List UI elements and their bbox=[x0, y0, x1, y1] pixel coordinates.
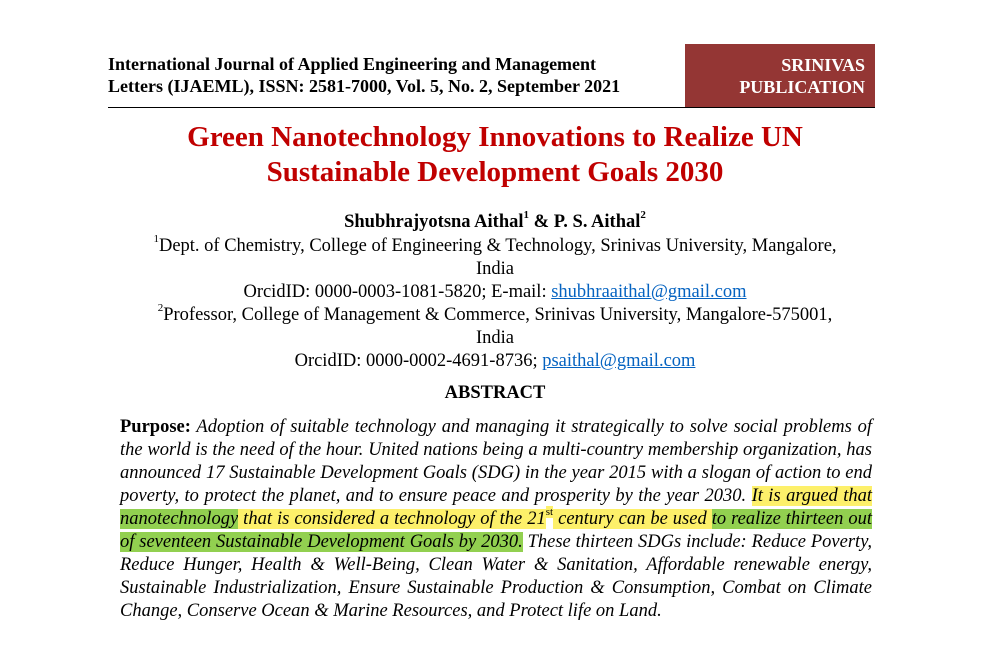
affiliation-1-line-1 bbox=[0, 232, 990, 258]
highlight-yellow-2: that is considered a technology of the 21 bbox=[238, 509, 546, 529]
purpose-label: Purpose: bbox=[120, 417, 191, 437]
affiliation-2-line-2: India bbox=[475, 328, 514, 348]
affiliation-1-line-2: India bbox=[475, 259, 514, 279]
title-line-1: Green Nanotechnology Innovations to Realize UN bbox=[187, 121, 803, 153]
affiliation-2-orcid bbox=[0, 350, 990, 373]
author-1-sup: 1 bbox=[523, 208, 530, 221]
abstract-text-b: These thirteen SDGs include: Reduce Poverty, Reduce Hunger, Health & Well-Being, Clean Water & Sanitation, Affordable renewable energy, Sustainable Industrialization, Ensure Sustainable Production & Consumption, Combat on Climate Change, Conserve Ocean & Marine Resources, and Protect life on Land. bbox=[120, 532, 873, 621]
abstract-heading: ABSTRACT bbox=[444, 383, 546, 403]
paper-title bbox=[0, 120, 990, 190]
email-link-1[interactable]: shubhraaithal@gmail.com bbox=[551, 282, 747, 302]
header-divider bbox=[108, 107, 875, 108]
highlight-green-1: nanotechnology bbox=[120, 509, 239, 529]
publisher-line-2: PUBLICATION bbox=[739, 77, 865, 97]
affiliation-2-sup: 2 bbox=[157, 301, 164, 314]
journal-line-2: Letters (IJAEML), ISSN: 2581-7000, Vol. 5, No. 2, September 2021 bbox=[108, 76, 621, 96]
author-separator: & bbox=[529, 212, 554, 232]
author-2-sup: 2 bbox=[640, 208, 646, 221]
affiliation-1-text: Dept. of Chemistry, College of Engineering & Technology, Srinivas University, Mangalore, bbox=[158, 236, 837, 256]
publisher-badge bbox=[685, 44, 875, 108]
affiliation-1-sup: 1 bbox=[153, 232, 159, 245]
orcid-2-text: OrcidID: 0000-0002-4691-8736; bbox=[294, 351, 543, 371]
author-list bbox=[0, 208, 990, 234]
journal-line-1: International Journal of Applied Engineering and Management bbox=[108, 54, 597, 74]
email-link-2[interactable]: psaithal@gmail.com bbox=[542, 351, 696, 371]
publisher-line-1: SRINIVAS bbox=[781, 55, 865, 75]
affiliation-2-line-1 bbox=[0, 301, 990, 327]
author-2: P. S. Aithal bbox=[553, 212, 641, 232]
affiliations bbox=[0, 232, 990, 373]
title-line-2: Sustainable Development Goals 2030 bbox=[266, 156, 724, 188]
highlight-superscript: st bbox=[545, 505, 554, 518]
affiliation-1-orcid bbox=[0, 281, 990, 304]
abstract-body bbox=[120, 416, 872, 623]
orcid-1-text: OrcidID: 0000-0003-1081-5820; E-mail: bbox=[243, 282, 552, 302]
abstract-text-a: Adoption of suitable technology and managing it strategically to solve social problems of the world is the need of the hour. United nations being a multi-country membership organization, has announced 17 Sustainable Development Goals (SDG) in the year 2015 with a slogan of action to end poverty, to protect the planet, and to ensure peace and prosperity by the year 2030. bbox=[120, 417, 872, 506]
highlight-green-2: to realize thirteen out of seventeen Sustainable Development Goals by 2030. bbox=[120, 509, 872, 552]
affiliation-2-text: Professor, College of Management & Commerce, Srinivas University, Mangalore-575001, bbox=[163, 305, 833, 325]
highlight-yellow-1: It is argued that bbox=[751, 486, 872, 506]
journal-info bbox=[108, 53, 688, 97]
highlight-yellow-3: century can be used bbox=[553, 509, 712, 529]
author-1: Shubhrajyotsna Aithal bbox=[344, 212, 524, 232]
